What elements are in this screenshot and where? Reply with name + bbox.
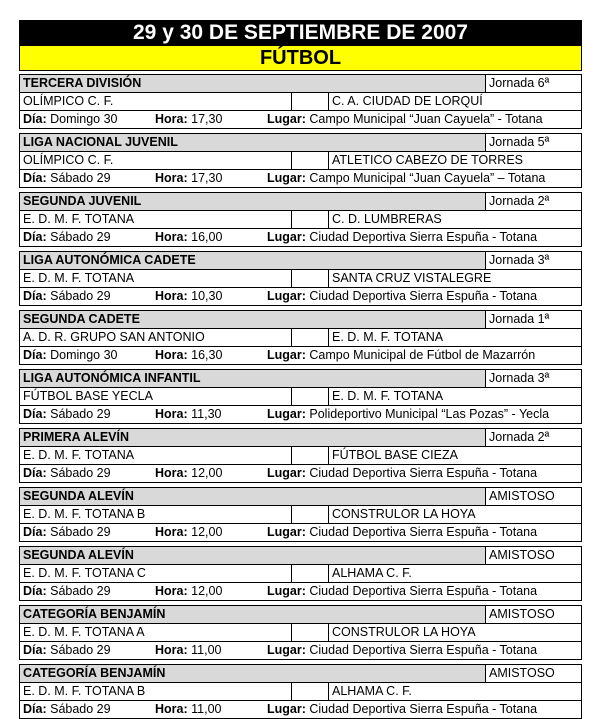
home-team: A. D. R. GRUPO SAN ANTONIO bbox=[23, 330, 205, 344]
match-venue bbox=[267, 170, 581, 187]
round-label: Jornada 3ª bbox=[485, 370, 581, 387]
match-time bbox=[155, 111, 267, 128]
match-time bbox=[155, 406, 267, 423]
details-row bbox=[20, 464, 581, 482]
match-time bbox=[155, 288, 267, 305]
match-block bbox=[19, 251, 582, 306]
round-label: AMISTOSO bbox=[485, 606, 581, 623]
time-label: Hora: bbox=[155, 702, 188, 716]
teams-row bbox=[20, 328, 581, 346]
match-venue bbox=[267, 524, 581, 541]
day-value: Sábado 29 bbox=[50, 643, 111, 657]
home-team: OLÍMPICO C. F. bbox=[23, 153, 114, 167]
day-value: Sábado 29 bbox=[50, 702, 111, 716]
time-label: Hora: bbox=[155, 525, 188, 539]
venue-label: Lugar: bbox=[267, 702, 306, 716]
time-label: Hora: bbox=[155, 407, 188, 421]
match-block bbox=[19, 74, 582, 129]
match-block bbox=[19, 546, 582, 601]
details-row bbox=[20, 228, 581, 246]
teams-separator bbox=[291, 565, 329, 582]
home-team: E. D. M. F. TOTANA A bbox=[23, 625, 145, 639]
day-value: Sábado 29 bbox=[50, 584, 111, 598]
day-value: Sábado 29 bbox=[50, 466, 111, 480]
day-label: Día: bbox=[23, 289, 47, 303]
category-row bbox=[20, 252, 581, 269]
day-label: Día: bbox=[23, 584, 47, 598]
category-row bbox=[20, 429, 581, 446]
category-name: TERCERA DIVISIÓN bbox=[23, 76, 142, 90]
match-venue bbox=[267, 347, 581, 364]
match-block bbox=[19, 664, 582, 719]
venue-label: Lugar: bbox=[267, 171, 306, 185]
match-time bbox=[155, 524, 267, 541]
venue-value: Ciudad Deportiva Sierra Espuña - Totana bbox=[309, 466, 538, 480]
teams-row bbox=[20, 92, 581, 110]
home-team: OLÍMPICO C. F. bbox=[23, 94, 114, 108]
venue-value: Ciudad Deportiva Sierra Espuña - Totana bbox=[309, 230, 538, 244]
category-row bbox=[20, 547, 581, 564]
round-label: AMISTOSO bbox=[485, 665, 581, 682]
match-block bbox=[19, 133, 582, 188]
venue-label: Lugar: bbox=[267, 643, 306, 657]
time-label: Hora: bbox=[155, 112, 188, 126]
round-label: AMISTOSO bbox=[485, 488, 581, 505]
category-row bbox=[20, 311, 581, 328]
teams-row bbox=[20, 269, 581, 287]
time-value: 17,30 bbox=[191, 171, 223, 185]
away-team: C. D. LUMBRERAS bbox=[332, 212, 442, 226]
category-name: LIGA AUTONÓMICA CADETE bbox=[23, 253, 196, 267]
venue-value: Campo Municipal “Juan Cayuela” - Totana bbox=[309, 112, 543, 126]
round-label: AMISTOSO bbox=[485, 547, 581, 564]
match-block bbox=[19, 310, 582, 365]
details-row bbox=[20, 287, 581, 305]
venue-label: Lugar: bbox=[267, 407, 306, 421]
teams-separator bbox=[291, 152, 329, 169]
match-venue bbox=[267, 642, 581, 659]
home-team: E. D. M. F. TOTANA bbox=[23, 448, 135, 462]
schedule-sheet bbox=[19, 20, 582, 719]
match-time bbox=[155, 583, 267, 600]
day-value: Sábado 29 bbox=[50, 407, 111, 421]
match-venue bbox=[267, 288, 581, 305]
home-team: E. D. M. F. TOTANA B bbox=[23, 507, 146, 521]
teams-separator bbox=[291, 270, 329, 287]
teams-separator bbox=[291, 624, 329, 641]
category-name: SEGUNDA ALEVÍN bbox=[23, 489, 134, 503]
match-day bbox=[20, 406, 155, 423]
match-block bbox=[19, 369, 582, 424]
time-value: 11,00 bbox=[191, 643, 222, 657]
match-day bbox=[20, 170, 155, 187]
venue-value: Ciudad Deportiva Sierra Espuña - Totana bbox=[309, 702, 538, 716]
day-label: Día: bbox=[23, 407, 47, 421]
category-row bbox=[20, 134, 581, 151]
teams-separator bbox=[291, 388, 329, 405]
day-value: Domingo 30 bbox=[50, 348, 118, 362]
category-row bbox=[20, 193, 581, 210]
teams-separator bbox=[291, 683, 329, 700]
home-team: E. D. M. F. TOTANA bbox=[23, 271, 135, 285]
venue-value: Campo Municipal “Juan Cayuela” – Totana bbox=[309, 171, 546, 185]
teams-separator bbox=[291, 93, 329, 110]
time-label: Hora: bbox=[155, 289, 188, 303]
details-row bbox=[20, 523, 581, 541]
details-row bbox=[20, 582, 581, 600]
match-venue bbox=[267, 406, 581, 423]
venue-label: Lugar: bbox=[267, 466, 306, 480]
round-label: Jornada 3ª bbox=[485, 252, 581, 269]
venue-value: Ciudad Deportiva Sierra Espuña - Totana bbox=[309, 584, 538, 598]
away-team: CONSTRULOR LA HOYA bbox=[332, 507, 476, 521]
teams-row bbox=[20, 623, 581, 641]
match-day bbox=[20, 583, 155, 600]
match-block bbox=[19, 428, 582, 483]
day-label: Día: bbox=[23, 466, 47, 480]
time-label: Hora: bbox=[155, 171, 188, 185]
time-value: 16,00 bbox=[191, 230, 223, 244]
details-row bbox=[20, 110, 581, 128]
day-value: Sábado 29 bbox=[50, 525, 111, 539]
match-time bbox=[155, 642, 267, 659]
match-day bbox=[20, 288, 155, 305]
category-row bbox=[20, 606, 581, 623]
venue-label: Lugar: bbox=[267, 112, 306, 126]
venue-label: Lugar: bbox=[267, 230, 306, 244]
category-row bbox=[20, 665, 581, 682]
match-block bbox=[19, 605, 582, 660]
day-value: Sábado 29 bbox=[50, 230, 111, 244]
category-name: LIGA NACIONAL JUVENIL bbox=[23, 135, 178, 149]
teams-row bbox=[20, 446, 581, 464]
venue-label: Lugar: bbox=[267, 584, 306, 598]
teams-separator bbox=[291, 447, 329, 464]
teams-separator bbox=[291, 211, 329, 228]
match-venue bbox=[267, 465, 581, 482]
teams-row bbox=[20, 682, 581, 700]
away-team: ALHAMA C. F. bbox=[332, 566, 412, 580]
away-team: ALHAMA C. F. bbox=[332, 684, 412, 698]
venue-label: Lugar: bbox=[267, 348, 306, 362]
round-label: Jornada 5ª bbox=[485, 134, 581, 151]
teams-row bbox=[20, 387, 581, 405]
match-time bbox=[155, 170, 267, 187]
away-team: E. D. M. F. TOTANA bbox=[332, 389, 444, 403]
home-team: E. D. M. F. TOTANA C bbox=[23, 566, 146, 580]
venue-value: Ciudad Deportiva Sierra Espuña - Totana bbox=[309, 525, 538, 539]
day-label: Día: bbox=[23, 643, 47, 657]
time-label: Hora: bbox=[155, 643, 188, 657]
match-day bbox=[20, 229, 155, 246]
away-team: CONSTRULOR LA HOYA bbox=[332, 625, 476, 639]
venue-label: Lugar: bbox=[267, 525, 306, 539]
teams-row bbox=[20, 564, 581, 582]
time-label: Hora: bbox=[155, 584, 188, 598]
away-team: ATLETICO CABEZO DE TORRES bbox=[332, 153, 524, 167]
teams-row bbox=[20, 505, 581, 523]
match-block bbox=[19, 487, 582, 542]
category-name: PRIMERA ALEVÍN bbox=[23, 430, 130, 444]
time-value: 11,00 bbox=[191, 702, 222, 716]
teams-row bbox=[20, 151, 581, 169]
match-time bbox=[155, 229, 267, 246]
category-name: SEGUNDA JUVENIL bbox=[23, 194, 142, 208]
away-team: C. A. CIUDAD DE LORQUÍ bbox=[332, 94, 483, 108]
time-value: 17,30 bbox=[191, 112, 223, 126]
match-venue bbox=[267, 111, 581, 128]
category-name: LIGA AUTONÓMICA INFANTIL bbox=[23, 371, 201, 385]
day-value: Sábado 29 bbox=[50, 289, 111, 303]
day-label: Día: bbox=[23, 702, 47, 716]
day-label: Día: bbox=[23, 348, 47, 362]
home-team: E. D. M. F. TOTANA bbox=[23, 212, 135, 226]
category-name: SEGUNDA CADETE bbox=[23, 312, 140, 326]
venue-value: Ciudad Deportiva Sierra Espuña - Totana bbox=[309, 289, 538, 303]
category-name: CATEGORÍA BENJAMÍN bbox=[23, 607, 166, 621]
match-list bbox=[19, 74, 582, 719]
match-block bbox=[19, 192, 582, 247]
home-team: E. D. M. F. TOTANA B bbox=[23, 684, 146, 698]
day-value: Domingo 30 bbox=[50, 112, 118, 126]
round-label: Jornada 2ª bbox=[485, 429, 581, 446]
time-label: Hora: bbox=[155, 348, 188, 362]
match-day bbox=[20, 524, 155, 541]
details-row bbox=[20, 700, 581, 718]
time-value: 11,30 bbox=[191, 407, 222, 421]
date-header: 29 y 30 DE SEPTIEMBRE DE 2007 bbox=[19, 20, 582, 46]
time-value: 12,00 bbox=[191, 584, 223, 598]
match-venue bbox=[267, 229, 581, 246]
round-label: Jornada 6ª bbox=[485, 75, 581, 92]
day-value: Sábado 29 bbox=[50, 171, 111, 185]
details-row bbox=[20, 405, 581, 423]
time-value: 10,30 bbox=[191, 289, 223, 303]
teams-separator bbox=[291, 329, 329, 346]
day-label: Día: bbox=[23, 230, 47, 244]
day-label: Día: bbox=[23, 525, 47, 539]
home-team: FÚTBOL BASE YECLA bbox=[23, 389, 153, 403]
time-value: 12,00 bbox=[191, 525, 223, 539]
category-row bbox=[20, 370, 581, 387]
round-label: Jornada 2ª bbox=[485, 193, 581, 210]
venue-value: Polideportivo Municipal “Las Pozas” - Yecla bbox=[309, 407, 550, 421]
time-value: 12,00 bbox=[191, 466, 223, 480]
venue-value: Ciudad Deportiva Sierra Espuña - Totana bbox=[309, 643, 538, 657]
teams-row bbox=[20, 210, 581, 228]
teams-separator bbox=[291, 506, 329, 523]
match-day bbox=[20, 642, 155, 659]
match-day bbox=[20, 347, 155, 364]
venue-value: Campo Municipal de Fútbol de Mazarrón bbox=[309, 348, 536, 362]
time-label: Hora: bbox=[155, 230, 188, 244]
match-time bbox=[155, 347, 267, 364]
details-row bbox=[20, 169, 581, 187]
round-label: Jornada 1ª bbox=[485, 311, 581, 328]
day-label: Día: bbox=[23, 112, 47, 126]
details-row bbox=[20, 346, 581, 364]
venue-label: Lugar: bbox=[267, 289, 306, 303]
match-time bbox=[155, 465, 267, 482]
details-row bbox=[20, 641, 581, 659]
away-team: SANTA CRUZ VISTALEGRE bbox=[332, 271, 492, 285]
sport-header: FÚTBOL bbox=[19, 46, 582, 71]
category-row bbox=[20, 75, 581, 92]
away-team: E. D. M. F. TOTANA bbox=[332, 330, 444, 344]
away-team: FÚTBOL BASE CIEZA bbox=[332, 448, 458, 462]
time-label: Hora: bbox=[155, 466, 188, 480]
category-name: SEGUNDA ALEVÍN bbox=[23, 548, 134, 562]
match-day bbox=[20, 111, 155, 128]
match-day bbox=[20, 465, 155, 482]
time-value: 16,30 bbox=[191, 348, 223, 362]
category-row bbox=[20, 488, 581, 505]
match-venue bbox=[267, 583, 581, 600]
category-name: CATEGORÍA BENJAMÍN bbox=[23, 666, 166, 680]
day-label: Día: bbox=[23, 171, 47, 185]
